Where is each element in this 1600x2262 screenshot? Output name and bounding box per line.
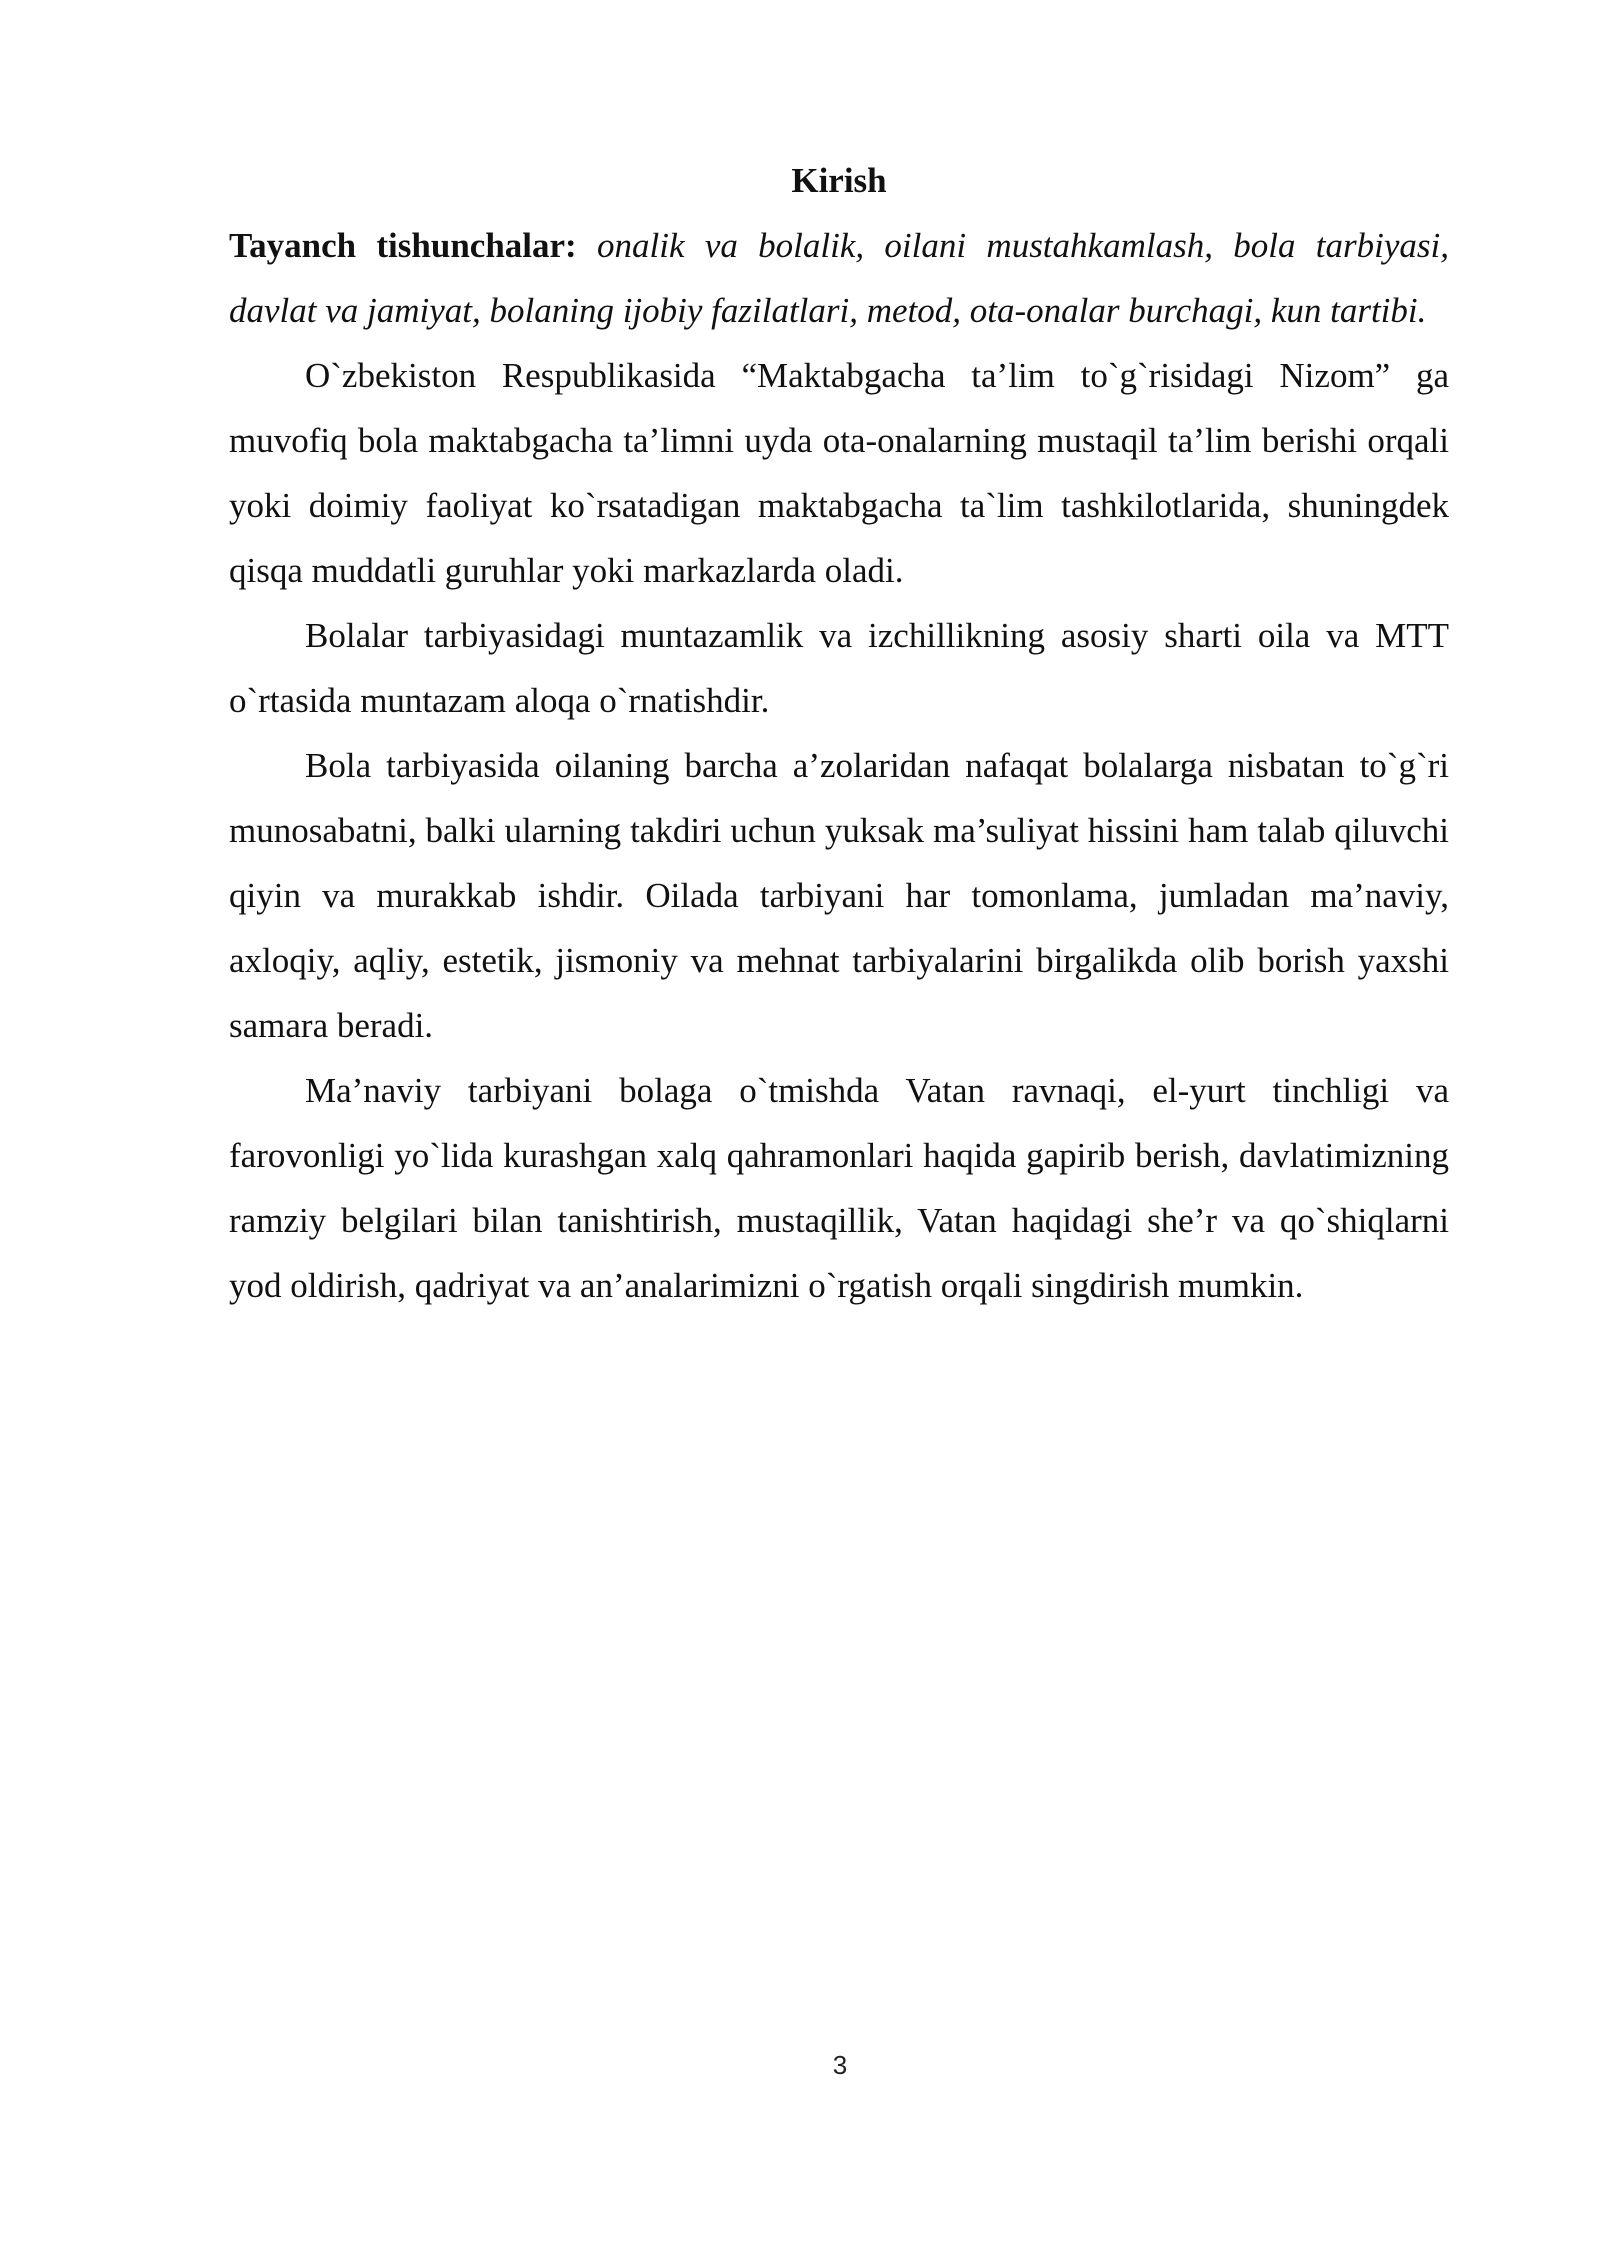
body-paragraph-4: Ma’naviy tarbiyani bolaga o`tmishda Vatan ravnaqi, el-yurt tinchligi va farovonligi yo`lida kurashgan xalq qahramonlari haqida gapirib berish, davlatimizning ramziy belgilari bilan tanishtirish, mustaqillik, Vatan haqidagi she’r va qo`shiqlarni yod oldirish, qadriyat va an’analarimizni o`rgatish orqali singdirish mumkin. <box>229 1071 1449 1305</box>
body-paragraph-1: O`zbekiston Respublikasida “Maktabgacha ta’lim to`g`risidagi Nizom” ga muvofiq bola maktabgacha ta’limni uyda ota-onalarning mustaqil ta’lim berishi orqali yoki doimiy faoliyat ko`rsatadigan maktabgacha ta`lim tashkilotlarida, shuningdek qisqa muddatli guruhlar yoki markazlarda oladi. <box>229 356 1449 590</box>
keywords-label: Tayanch tishunchalar: <box>229 226 577 265</box>
page-content <box>229 148 1449 1318</box>
keywords-paragraph <box>229 213 1449 343</box>
page-number: 3 <box>832 2050 848 2080</box>
body-paragraph-2: Bolalar tarbiyasidagi muntazamlik va izchillikning asosiy sharti oila va MTT o`rtasida muntazam aloqa o`rnatishdir. <box>229 616 1449 720</box>
section-heading: Kirish <box>791 161 887 200</box>
keywords-text: onalik va bolalik, oilani mustahkamlash, bola tarbiyasi, davlat va jamiyat, bolaning ijobiy fazilatlari, metod, ota-onalar burchagi, kun tartibi. <box>229 226 1449 330</box>
body-paragraph-3: Bola tarbiyasida oilaning barcha a’zolaridan nafaqat bolalarga nisbatan to`g`ri munosabatni, balki ularning takdiri uchun yuksak ma’suliyat hissini ham talab qiluvchi qiyin va murakkab ishdir. Oilada tarbiyani har tomonlama, jumladan ma’naviy, axloqiy, aqliy, estetik, jismoniy va mehnat tarbiyalarini birgalikda olib borish yaxshi samara beradi. <box>229 746 1449 1045</box>
